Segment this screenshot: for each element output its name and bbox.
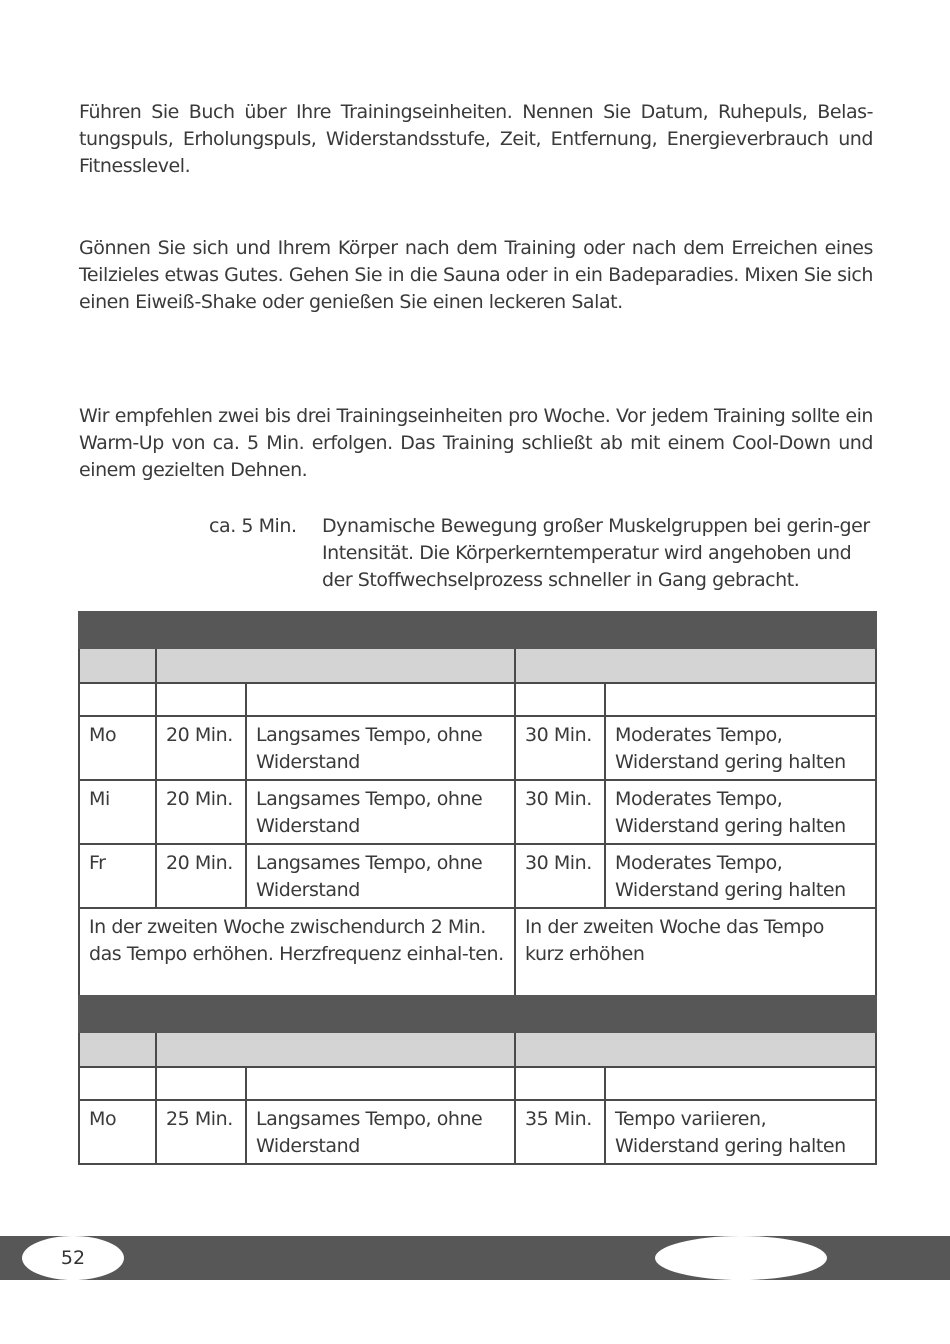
paragraph-reward: Gönnen Sie sich und Ihrem Körper nach dem Training oder nach dem Erreichen eines Teilzieles etwas Gutes. Gehen Sie in die Sauna oder in ein Badeparadies. Mixen Sie sich einen Eiweiß-Shake oder genießen Sie einen leckeren Salat. [79, 237, 873, 313]
day-cell: Mi [79, 780, 156, 844]
table-column-header [79, 1067, 876, 1100]
table-subheader [79, 1032, 876, 1067]
paragraph-recommendation: Wir empfehlen zwei bis drei Trainingseinheiten pro Woche. Vor jedem Training sollte ein Warm-Up von ca. 5 Min. erfolgen. Das Training schließt ab mit einem Cool-Down und einem gezielten Dehnen. [79, 405, 873, 481]
description-cell: Moderates Tempo, Widerstand gering halten [605, 844, 876, 908]
table-row [79, 1100, 876, 1164]
duration-cell: 20 Min. [156, 844, 246, 908]
table-header-bar [79, 612, 876, 648]
warmup-description: Dynamische Bewegung großer Muskelgruppen bei gerin-ger Intensität. Die Körperkerntemperatur wird angehoben und der Stoffwechselprozess schneller in Gang gebracht. [322, 515, 870, 591]
duration-cell: 35 Min. [515, 1100, 605, 1164]
description-cell: Moderates Tempo, Widerstand gering halten [605, 780, 876, 844]
duration-cell: 25 Min. [156, 1100, 246, 1164]
description-cell: Langsames Tempo, ohne Widerstand [246, 844, 515, 908]
table-row [79, 844, 876, 908]
description-cell: Moderates Tempo, Widerstand gering halten [605, 716, 876, 780]
table-note-row [79, 908, 876, 999]
description-cell: Langsames Tempo, ohne Widerstand [246, 780, 515, 844]
day-cell: Mo [79, 1100, 156, 1164]
description-cell: Langsames Tempo, ohne Widerstand [246, 716, 515, 780]
table-row [79, 780, 876, 844]
training-table-week-2 [78, 995, 877, 1165]
table-subheader [79, 648, 876, 683]
day-cell: Fr [79, 844, 156, 908]
duration-cell: 30 Min. [515, 780, 605, 844]
table-row [79, 716, 876, 780]
day-cell: Mo [79, 716, 156, 780]
page-number: 52 [60, 1247, 86, 1269]
duration-cell: 30 Min. [515, 844, 605, 908]
footer-right-badge [655, 1236, 827, 1280]
duration-cell: 20 Min. [156, 716, 246, 780]
duration-cell: 30 Min. [515, 716, 605, 780]
description-cell: Tempo variieren, Widerstand gering halten [605, 1100, 876, 1164]
table-header-bar [79, 996, 876, 1032]
paragraph-logbook: Führen Sie Buch über Ihre Trainingseinheiten. Nennen Sie Datum, Ruhepuls, Belas-tungspuls, Erholungspuls, Widerstandsstufe, Zeit, Entfernung, Energieverbrauch und Fitnesslevel. [79, 101, 873, 177]
note-right-cell: In der zweiten Woche das Tempo kurz erhöhen [515, 908, 876, 999]
duration-cell: 20 Min. [156, 780, 246, 844]
description-cell: Langsames Tempo, ohne Widerstand [246, 1100, 515, 1164]
training-table-week-1 [78, 611, 877, 1000]
table-column-header [79, 683, 876, 716]
warmup-duration: ca. 5 Min. [209, 515, 297, 537]
note-left-cell: In der zweiten Woche zwischendurch 2 Min. das Tempo erhöhen. Herzfrequenz einhal-ten. [79, 908, 515, 999]
